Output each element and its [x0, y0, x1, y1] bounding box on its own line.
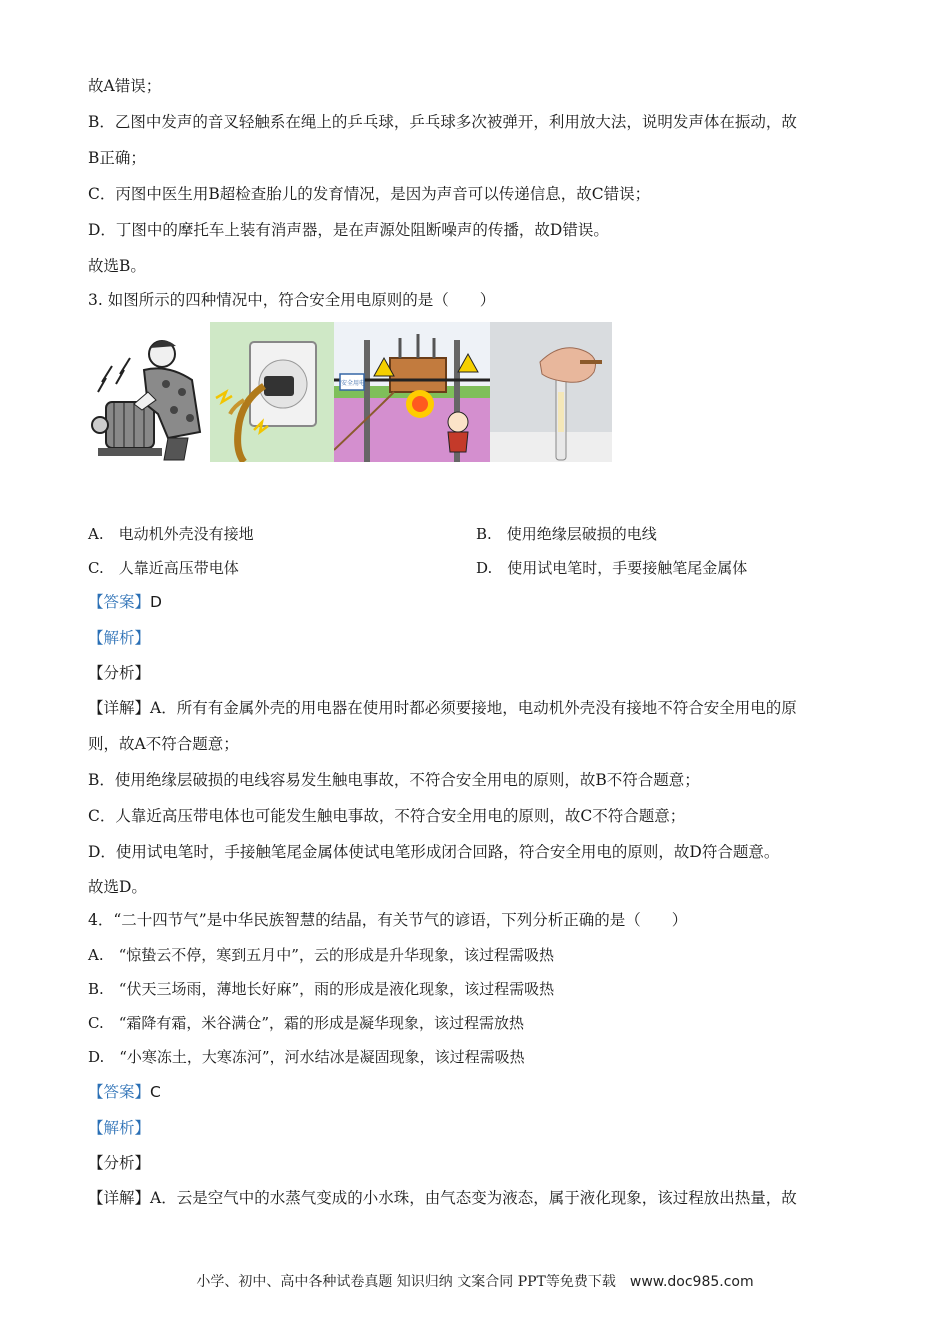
question-4-stem: 4．“二十四节气”是中华民族智慧的结晶，有关节气的谚语，下列分析正确的是（ ）: [88, 911, 688, 929]
text-line: C．丙图中医生用B超检查胎儿的发育情况，是因为声音可以传递信息，故C错误；: [88, 185, 651, 203]
detail-line: [88, 698, 797, 718]
option-a: A. “惊蛰云不停，寒到五月中”，云的形成是升华现象，该过程需吸热: [88, 946, 554, 964]
text-line: 故选B。: [88, 257, 146, 275]
option-a: A. 电动机外壳没有接地: [88, 525, 254, 543]
option-b: B. 使用绝缘层破损的电线: [476, 525, 657, 543]
text-line: C．人靠近高压带电体也可能发生触电事故，不符合安全用电的原则，故C不符合题意；: [88, 807, 686, 825]
answer-value: D: [150, 593, 162, 611]
figure-high-voltage: [334, 322, 490, 462]
option-c: C. “霜降有霜，米谷满仓”，霜的形成是凝华现象，该过程需放热: [88, 1014, 525, 1032]
option-b: B. “伏天三场雨，薄地长好麻”，雨的形成是液化现象，该过程需吸热: [88, 980, 555, 998]
detail-line: [88, 1188, 797, 1208]
footer-text: 小学、初中、高中各种试卷真题 知识归纳 文案合同 PPT等免费下载: [196, 1274, 616, 1290]
question-3-stem: 3. 如图所示的四种情况中，符合安全用电原则的是（ ）: [88, 291, 496, 309]
option-c: C. 人靠近高压带电体: [88, 559, 239, 577]
page-footer: [0, 1271, 950, 1291]
jiexi-label: 【解析】: [88, 629, 151, 647]
detail-text: A．所有有金属外壳的用电器在使用时都必须要接地，电动机外壳没有接地不符合安全用电的原: [150, 699, 797, 717]
text-line: B正确；: [88, 149, 146, 167]
text-line: 故A错误；: [88, 77, 162, 95]
figure-test-pen: [490, 322, 612, 462]
fenxi-tag: 【分析】: [88, 664, 151, 682]
answer-line: [88, 1082, 161, 1102]
fenxi-tag: 【分析】: [88, 1154, 151, 1172]
analysis-tag: [88, 1118, 150, 1138]
jiexi-label: 【解析】: [88, 1119, 151, 1137]
analysis-tag: [88, 628, 150, 648]
footer-link[interactable]: www.doc985.com: [629, 1274, 754, 1290]
safety-sign-text: 安全用电: [341, 380, 366, 387]
text-line: D．丁图中的摩托车上装有消声器，是在声源处阻断噪声的传播，故D错误。: [88, 221, 609, 239]
text-line: 则，故A不符合题意；: [88, 735, 239, 753]
detail-tag: 【详解】: [88, 1189, 151, 1207]
option-d: D. “小寒冻土，大寒冻河”，河水结冰是凝固现象，该过程需吸热: [88, 1048, 525, 1066]
text-line: D．使用试电笔时，手接触笔尾金属体使试电笔形成闭合回路，符合安全用电的原则，故D符合题意。: [88, 843, 780, 861]
answer-line: [88, 592, 162, 612]
answer-value: C: [150, 1083, 161, 1101]
text-line: B．乙图中发声的音叉轻触系在绳上的乒乓球，乒乓球多次被弹开，利用放大法，说明发声体在振动，故: [88, 113, 797, 131]
answer-tag: 【答案】: [88, 1083, 151, 1101]
text-line: 故选D。: [88, 878, 147, 896]
answer-tag: 【答案】: [88, 593, 151, 611]
figure-damaged-wire: [210, 322, 334, 462]
detail-tag: 【详解】: [88, 699, 151, 717]
text-line: B．使用绝缘层破损的电线容易发生触电事故，不符合安全用电的原则，故B不符合题意；: [88, 771, 700, 789]
detail-text: A．云是空气中的水蒸气变成的小水珠，由气态变为液态，属于液化现象，该过程放出热量，故: [150, 1189, 797, 1207]
option-d: D. 使用试电笔时，手要接触笔尾金属体: [476, 559, 748, 577]
figure-motor: [88, 322, 210, 462]
